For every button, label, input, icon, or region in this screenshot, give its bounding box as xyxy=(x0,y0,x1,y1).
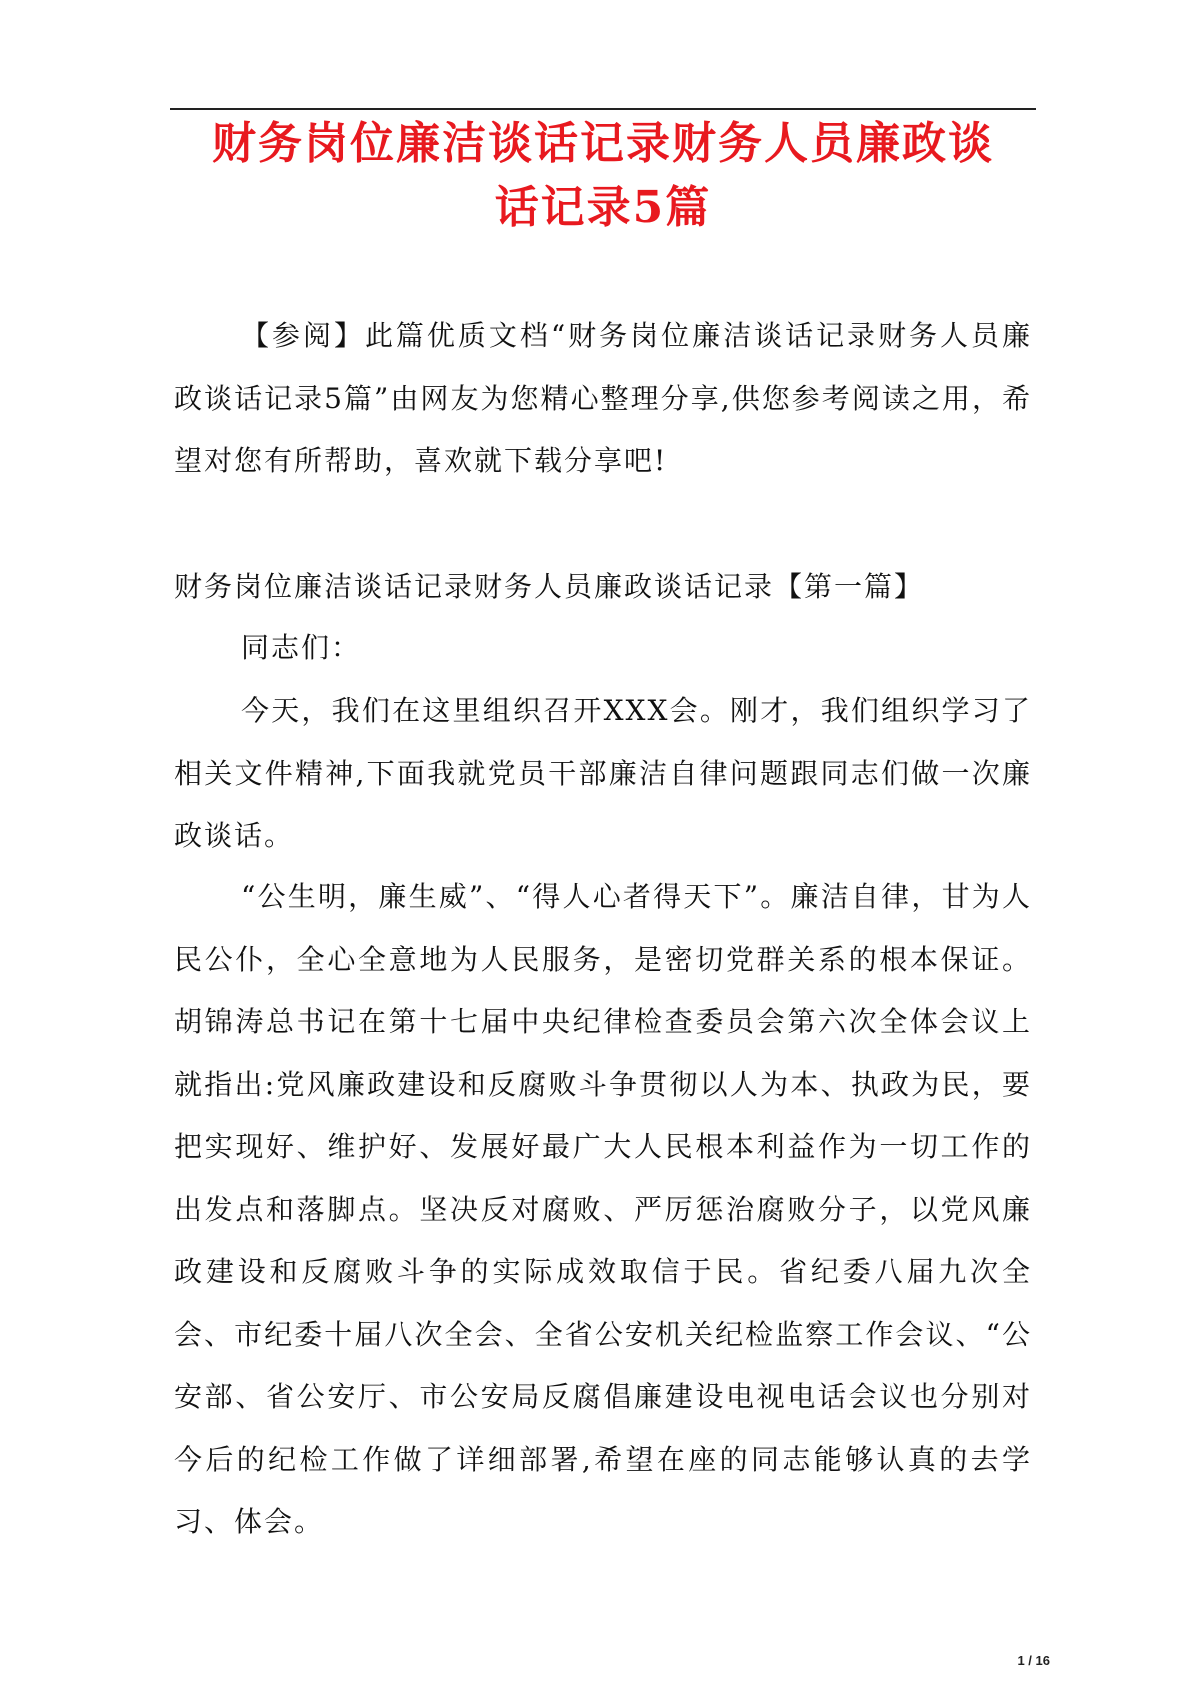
title-line-2: 话记录5篇 xyxy=(494,182,712,233)
intro-paragraph: 【参阅】此篇优质文档“财务岗位廉洁谈话记录财务人员廉政谈话记录5篇”由网友为您精心整理分享,供您参考阅读之用，希望对您有所帮助，喜欢就下载分享吧! xyxy=(174,319,1032,477)
body-paragraph-1: 今天，我们在这里组织召开XXX会。刚才，我们组织学习了相关文件精神,下面我就党员干部廉洁自律问题跟同志们做一次廉政谈话。 xyxy=(174,694,1032,852)
salutation: 同志们： xyxy=(241,631,362,664)
header-rule xyxy=(170,108,1036,110)
title-line-1: 财务岗位廉洁谈话记录财务人员廉政谈 xyxy=(212,118,994,169)
body-paragraph-2: “公生明，廉生威”、“得人心者得天下”。廉洁自律，甘为人民公仆，全心全意地为人民服务，是密切党群关系的根本保证。胡锦涛总书记在第十七届中央纪律检查委员会第六次全体会议上就指出:党风廉政建设和反腐败斗争贯彻以人为本、执政为民，要把实现好、维护好、发展好最广大人民根本利益作为一切工作的出发点和落脚点。坚决反对腐败、严厉惩治腐败分子，以党风廉政建设和反腐败斗争的实际成效取信于民。省纪委八届九次全会、市纪委十届八次全会、全省公安机关纪检监察工作会议、“公安部、省公安厅、市公安局反腐倡廉建设电视电话会议也分别对今后的纪检工作做了详细部署,希望在座的同志能够认真的去学习、体会。 xyxy=(174,880,1032,1538)
document-title xyxy=(150,112,1056,240)
page-number: 1 / 16 xyxy=(1017,1653,1050,1668)
section-title: 财务岗位廉洁谈话记录财务人员廉政谈话记录【第一篇】 xyxy=(174,570,925,603)
